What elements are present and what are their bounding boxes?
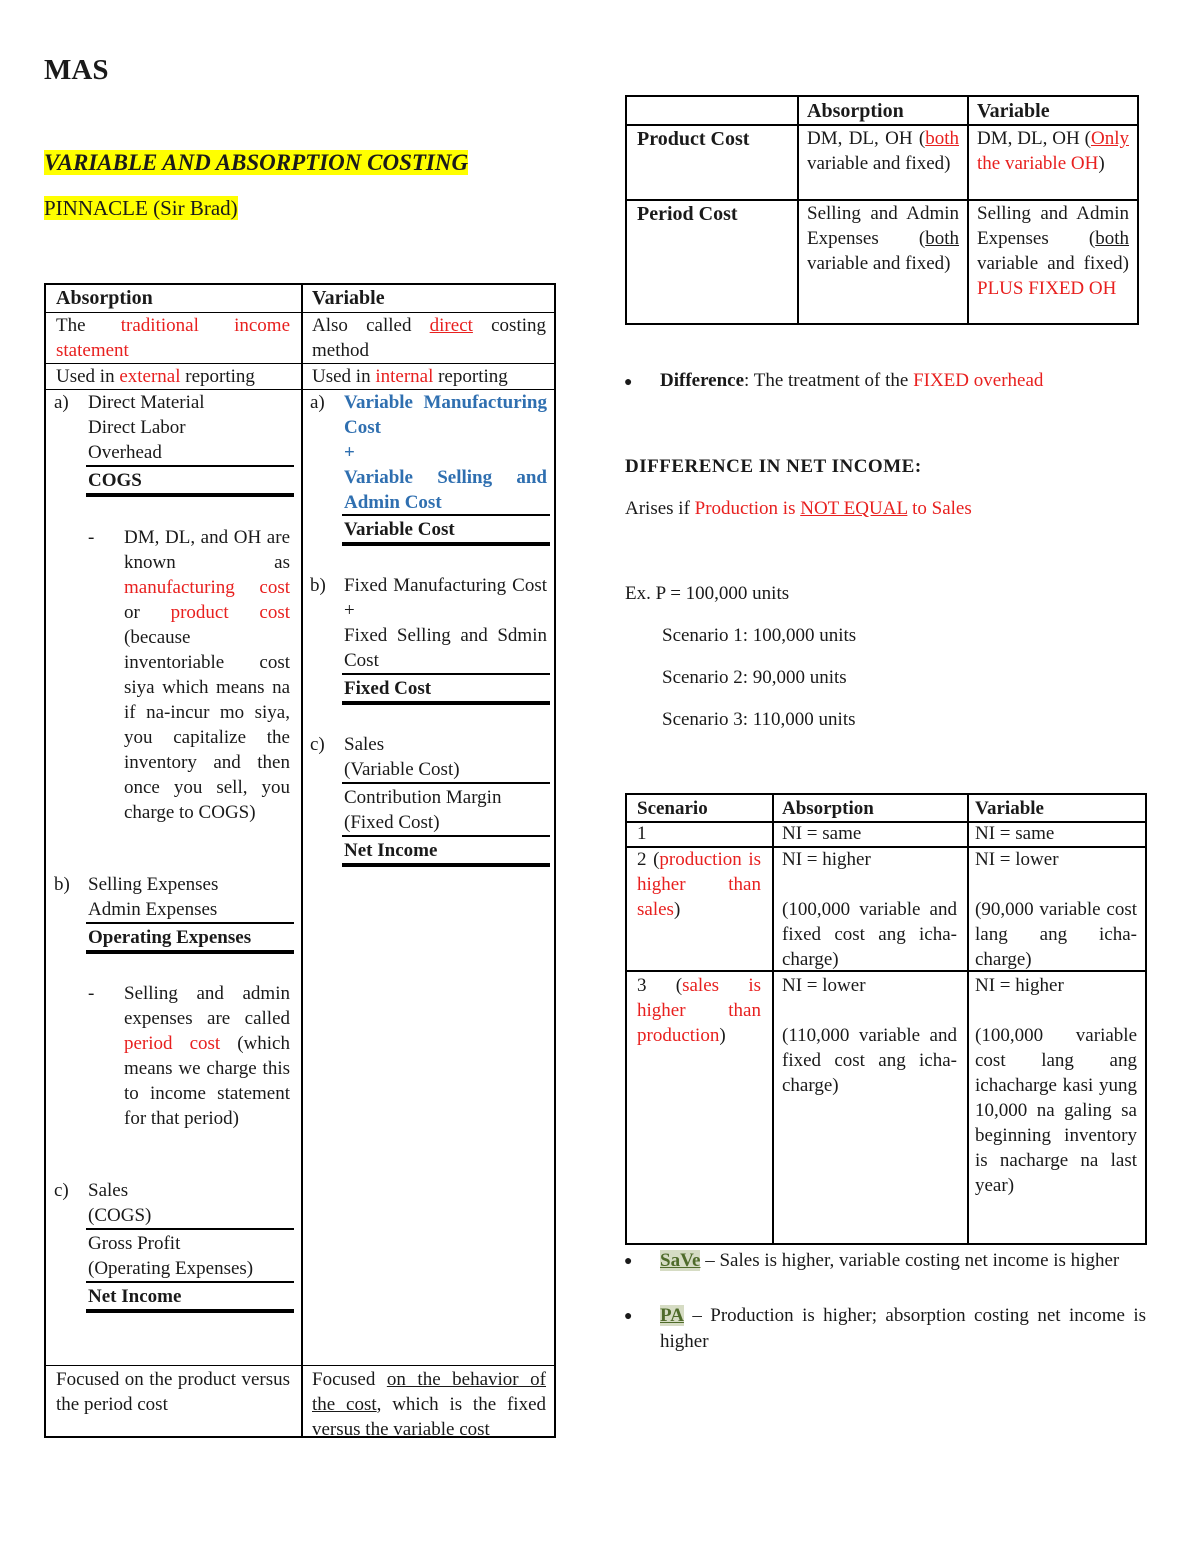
var-item-c-marker: c) <box>310 734 325 755</box>
abs-opex-label: Operating Expenses <box>88 927 252 948</box>
abs-item-a-line-2: Direct Labor <box>88 417 186 438</box>
abs-item-c-line-1: Sales <box>88 1180 129 1201</box>
bullet-icon: ● <box>624 1309 633 1324</box>
abs-note-1-dash: - <box>88 527 95 548</box>
example-production: Ex. P = 100,000 units <box>625 583 790 604</box>
abs-item-b-line-1: Selling Expenses <box>88 874 219 895</box>
abs-gross-profit-line-2: (Operating Expenses) <box>88 1258 254 1279</box>
ni-difference-heading: DIFFERENCE IN NET INCOME: <box>625 456 922 477</box>
var-item-c-line-2: (Variable Cost) <box>344 759 460 780</box>
var-item-c-line-1: Sales <box>344 734 385 755</box>
scenario-1-label: 1 <box>637 823 647 844</box>
document-title: MAS <box>44 54 109 86</box>
mnemonic-pa: PA – Production is higher; absorption costing net income is higher <box>660 1305 1146 1352</box>
scenario-2-variable-note: (90,000 variable cost lang ang icha-charge) <box>975 899 1137 970</box>
var-fixed-cost-label: Fixed Cost <box>344 678 432 699</box>
var-item-b-line-2: Fixed Selling and Sdmin Cost <box>344 625 547 671</box>
scenario-3-variable-note: (100,000 variable cost lang ang ichacharge kasi yung 10,000 na galing sa beginning inventory is nacharge na last year) <box>975 1025 1137 1196</box>
abs-item-b-line-2: Admin Expenses <box>88 899 218 920</box>
scenario-col-absorption: Absorption <box>782 798 874 819</box>
absorption-reporting: Used in external reporting <box>56 366 255 387</box>
cost-classification-table <box>625 95 1139 325</box>
scenario-3-absorption-ni: NI = lower <box>782 975 866 996</box>
var-contribution-margin-line-1: Contribution Margin <box>344 787 502 808</box>
scenario-2-absorption-ni: NI = higher <box>782 849 871 870</box>
var-item-a-line-2: Variable Selling and Admin Cost <box>344 467 547 513</box>
arises-note: Arises if Production is NOT EQUAL to Sales <box>625 498 972 519</box>
var-item-a-marker: a) <box>310 392 325 413</box>
abs-item-a-line-1: Direct Material <box>88 392 205 413</box>
absorption-description: The traditional income statement <box>56 315 290 361</box>
scenario-col-scenario: Scenario <box>637 798 708 819</box>
var-variable-cost-label: Variable Cost <box>344 519 455 540</box>
cost-col-absorption: Absorption <box>807 100 904 122</box>
scenario-2-absorption-note: (100,000 variable and fixed cost ang icha-charge) <box>782 899 957 970</box>
abs-item-c-marker: c) <box>54 1180 69 1201</box>
var-item-a-line-1: Variable Manufacturing Cost <box>344 392 547 438</box>
absorption-vs-variable-table <box>44 283 556 1438</box>
col-header-absorption: Absorption <box>56 287 153 309</box>
absorption-focus: Focused on the product versus the period cost <box>56 1369 290 1415</box>
scenario-2-label: 2 (production is higher than sales) <box>637 849 761 920</box>
scenario-2-variable-ni: NI = lower <box>975 849 1059 870</box>
variable-description: Also called direct costing method <box>312 315 547 361</box>
variable-focus: Focused on the behavior of the cost, which is the fixed versus the variable cost <box>312 1369 547 1440</box>
cost-col-variable: Variable <box>977 100 1050 122</box>
abs-cogs-label: COGS <box>88 470 142 491</box>
col-header-variable: Variable <box>312 287 385 309</box>
period-cost-variable: Selling and Admin Expenses (both variable and fixed) PLUS FIXED OH <box>977 203 1129 299</box>
scenario-1-absorption: NI = same <box>782 823 862 844</box>
scenario-table <box>625 793 1147 1245</box>
product-cost-label: Product Cost <box>637 128 750 150</box>
abs-note-2: Selling and admin expenses are called period cost (which means we charge this to income statement for that period) <box>124 983 290 1129</box>
var-item-b-marker: b) <box>310 575 326 596</box>
abs-item-a-line-3: Overhead <box>88 442 162 463</box>
abs-gross-profit-line-1: Gross Profit <box>88 1233 181 1254</box>
product-cost-variable: DM, DL, OH (Only the variable OH) <box>977 128 1129 174</box>
abs-note-2-dash: - <box>88 983 95 1004</box>
var-item-b-line-1: Fixed Manufacturing Cost + <box>344 575 547 621</box>
example-scenario-3: Scenario 3: 110,000 units <box>662 709 856 730</box>
abs-item-c-line-2: (COGS) <box>88 1205 152 1226</box>
abs-net-income-label: Net Income <box>88 1286 182 1307</box>
scenario-1-variable: NI = same <box>975 823 1055 844</box>
scenario-3-label: 3 (sales is higher than production) <box>637 975 761 1046</box>
difference-note: Difference: The treatment of the FIXED overhead <box>660 370 1044 391</box>
var-net-income-label: Net Income <box>344 840 438 861</box>
var-item-a-plus: + <box>344 442 355 463</box>
scenario-3-absorption-note: (110,000 variable and fixed cost ang icha-charge) <box>782 1025 957 1096</box>
bullet-icon: ● <box>624 1254 633 1269</box>
product-cost-absorption: DM, DL, OH (both variable and fixed) <box>807 128 959 174</box>
bullet-icon: ● <box>624 375 633 390</box>
period-cost-absorption: Selling and Admin Expenses (both variable and fixed) <box>807 203 959 274</box>
abs-item-b-marker: b) <box>54 874 70 895</box>
variable-reporting: Used in internal reporting <box>312 366 508 387</box>
var-contribution-margin-line-2: (Fixed Cost) <box>344 812 440 833</box>
mnemonic-save: SaVe – Sales is higher, variable costing net income is higher <box>660 1250 1120 1271</box>
source-subheading: PINNACLE (Sir Brad) <box>44 196 238 220</box>
scenario-3-variable-ni: NI = higher <box>975 975 1064 996</box>
abs-note-1: DM, DL, and OH are known as manufacturing cost or product cost (because inventoriable cost siya which means na if na-incur mo siya, you capitalize the inventory and then once you sell, you charge to COGS) <box>124 527 290 823</box>
example-scenario-2: Scenario 2: 90,000 units <box>662 667 847 688</box>
section-heading: VARIABLE AND ABSORPTION COSTING <box>44 150 469 175</box>
example-scenario-1: Scenario 1: 100,000 units <box>662 625 857 646</box>
abs-item-a-marker: a) <box>54 392 69 413</box>
scenario-col-variable: Variable <box>975 798 1044 819</box>
period-cost-label: Period Cost <box>637 203 738 225</box>
